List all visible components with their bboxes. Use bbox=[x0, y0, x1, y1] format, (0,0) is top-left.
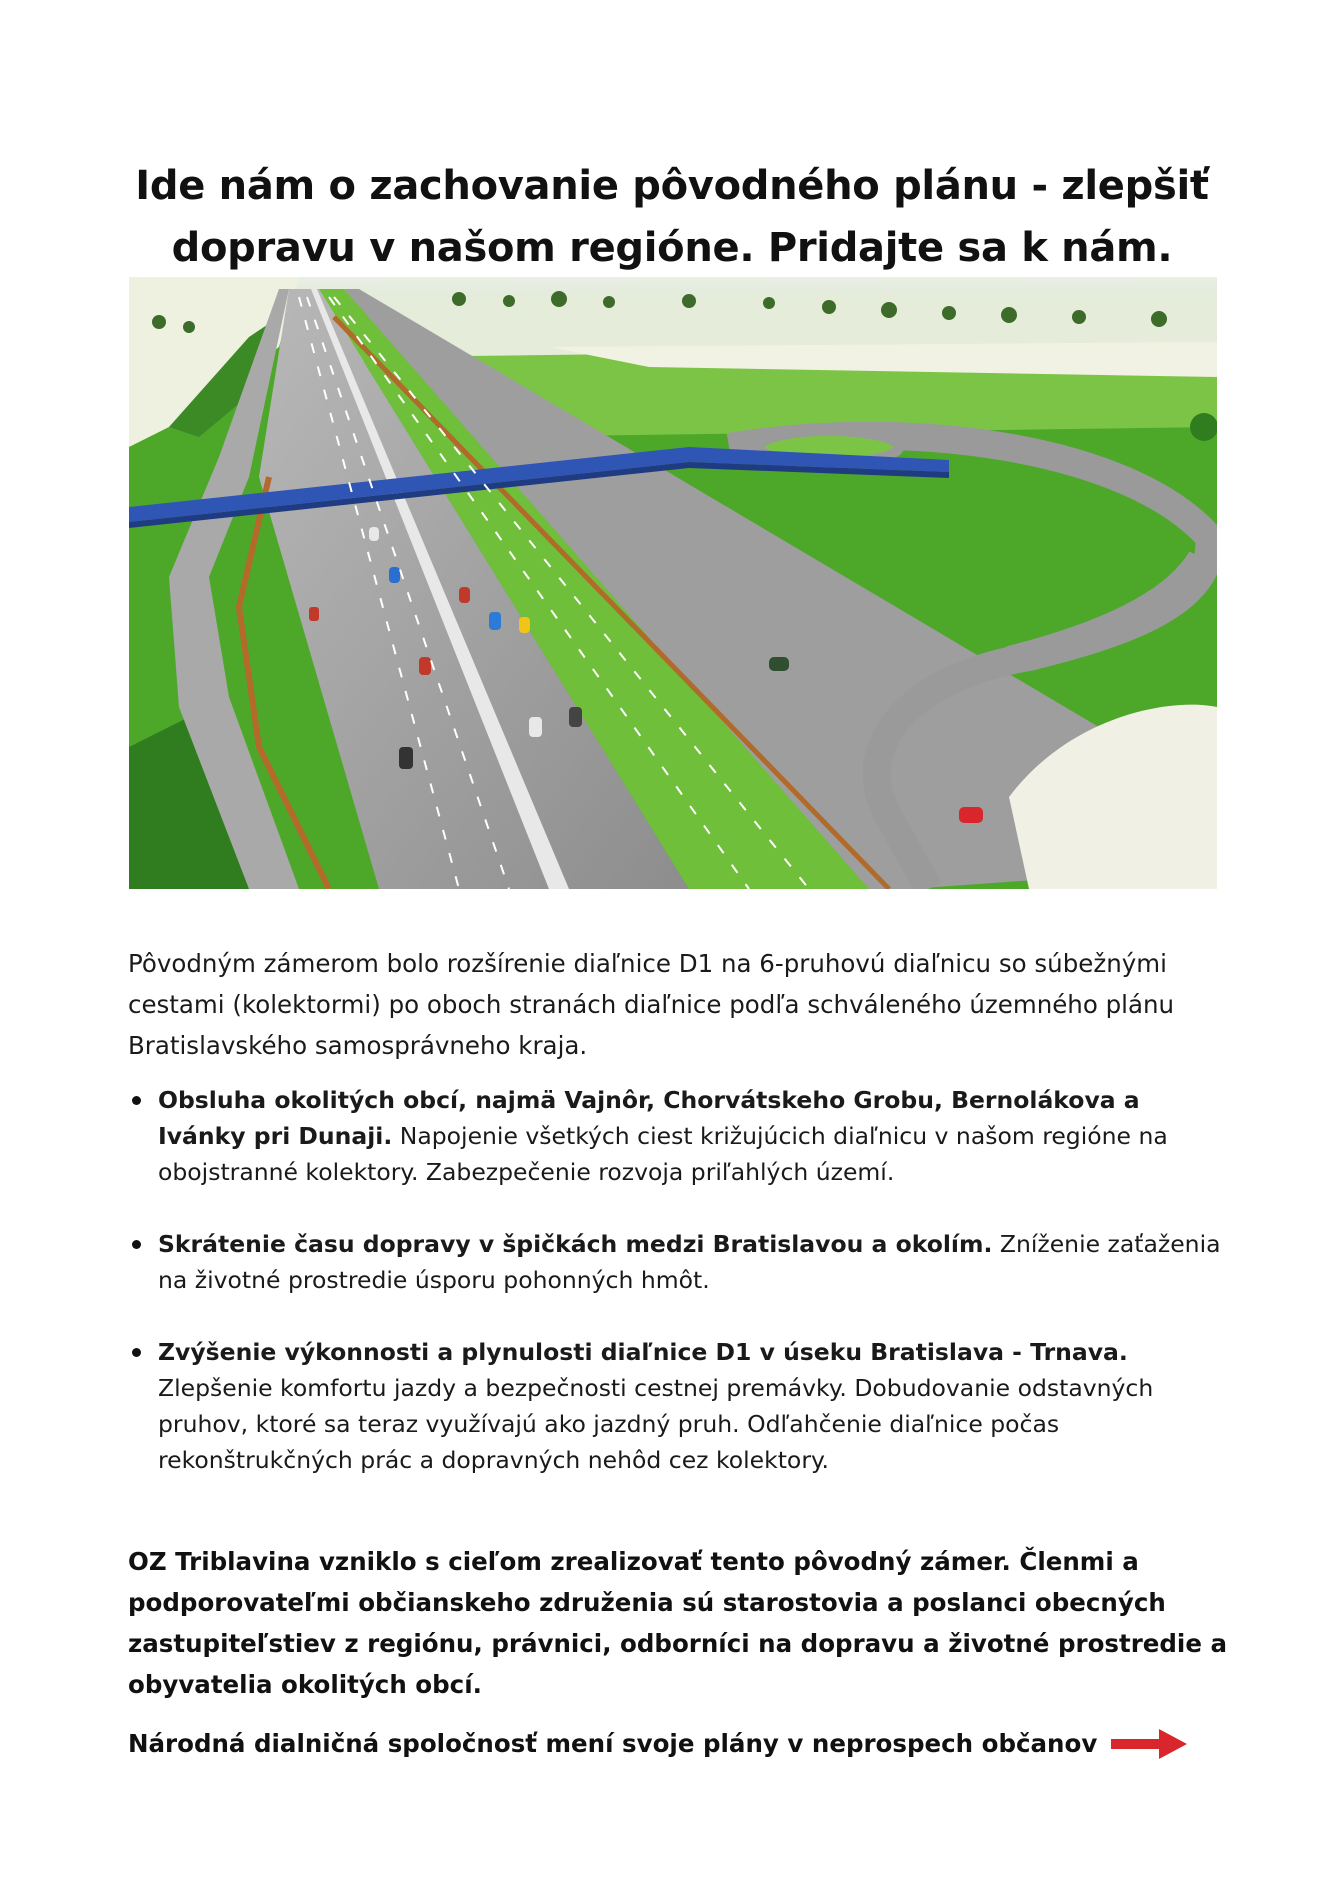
list-item-bold: Obsluha okolitých obcí, najmä Vajnôr, Chorvátskeho Grobu, Bernolákova a Ivánky pri Dunaji. bbox=[158, 1086, 1140, 1150]
title-line-2: dopravu v našom regióne. Pridajte sa k nám. bbox=[171, 224, 1173, 271]
goals-list bbox=[128, 1082, 1228, 1478]
title-line-1: Ide nám o zachovanie pôvodného plánu - zlepšiť bbox=[135, 162, 1209, 209]
highway-illustration-svg bbox=[129, 277, 1217, 889]
cta-text: Národná dialničná spoločnosť mení svoje plány v neprospech občanov bbox=[128, 1729, 1098, 1758]
bullet-icon bbox=[132, 1096, 141, 1105]
closing-paragraph: OZ Triblavina vzniklo s cieľom zrealizovať tento pôvodný zámer. Členmi a podporovateľmi občianskeho združenia sú starostovia a poslanci obecných zastupiteľstiev z regiónu, právnici, odborníci na dopravu a životné prostredie a obyvatelia okolitých obcí. bbox=[128, 1546, 1228, 1699]
intro-paragraph: Pôvodným zámerom bolo rozšírenie diaľnice D1 na 6-pruhovú diaľnicu so súbežnými cestami (kolektormi) po oboch stranách diaľnice podľa schváleného územného plánu Bratislavského samosprávneho kraja. bbox=[128, 948, 1175, 1060]
list-item-text: Zlepšenie komfortu jazdy a bezpečnosti cestnej premávky. Dobudovanie odstavných pruhov, ktoré sa teraz využívajú ako jazdný pruh. Odľahčenie diaľnice počas rekonštrukčných prác a dopravných nehôd cez kolektory. bbox=[158, 1374, 1154, 1474]
list-item-bold: Skrátenie času dopravy v špičkách medzi Bratislavou a okolím. bbox=[158, 1230, 993, 1258]
bullet-icon bbox=[132, 1240, 141, 1249]
tree-right bbox=[1190, 413, 1217, 441]
arrow-right-icon bbox=[1111, 1729, 1187, 1759]
highway-illustration bbox=[129, 277, 1217, 889]
list-item bbox=[128, 1082, 1228, 1190]
page-title bbox=[120, 155, 1224, 279]
cta-line bbox=[128, 1722, 1228, 1766]
list-item-text: Zníženie zaťaženia na životné prostredie úsporu pohonných hmôt. bbox=[158, 1230, 1221, 1294]
list-item bbox=[128, 1226, 1228, 1298]
list-item bbox=[128, 1334, 1228, 1478]
bullet-icon bbox=[132, 1348, 141, 1357]
list-item-bold: Zvýšenie výkonnosti a plynulosti diaľnice D1 v úseku Bratislava - Trnava. bbox=[158, 1338, 1128, 1366]
list-item-text: Napojenie všetkých ciest križujúcich diaľnicu v našom regióne na obojstranné kolektory. Zabezpečenie rozvoja priľahlých území. bbox=[158, 1122, 1168, 1186]
